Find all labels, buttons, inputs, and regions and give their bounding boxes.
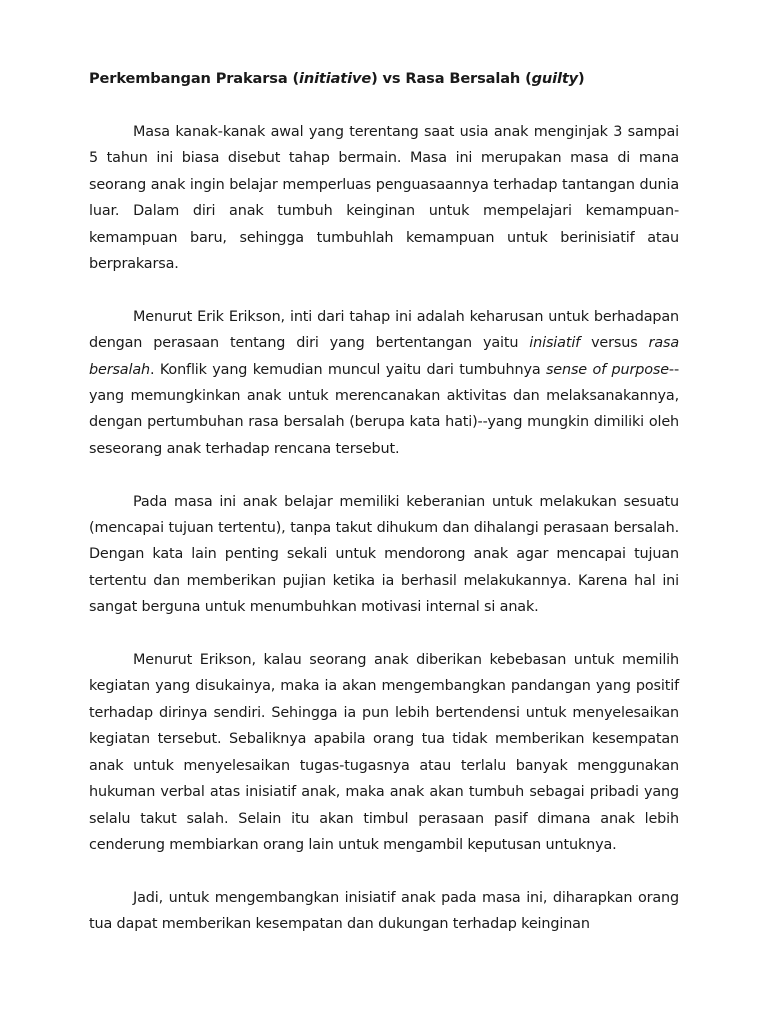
title-italic-initiative: initiative: [298, 70, 372, 87]
title-text: ): [578, 70, 585, 87]
paragraph-5: Jadi, untuk mengembangkan inisiatif anak pada masa ini, diharapkan orang tua dapat memberikan kesempatan dan dukungan terhadap keinginan: [89, 889, 679, 933]
paragraph-2: [89, 304, 679, 462]
paragraph-1: Masa kanak-kanak awal yang terentang saat usia anak menginjak 3 sampai 5 tahun ini biasa disebut tahap bermain. Masa ini merupakan masa di mana seorang anak ingin belajar memperluas penguasaannya terhadap tantangan dunia luar. Dalam diri anak tumbuh keinginan untuk mempelajari kemampuan-kemampuan baru, sehingga tumbuhlah kemampuan untuk berinisiatif atau berprakarsa.: [89, 124, 679, 273]
document-page: [89, 66, 679, 964]
italic-term-rasa-bersalah: rasa bersalah: [89, 335, 679, 378]
italic-term-inisiatif: inisiatif: [529, 335, 581, 352]
paragraph-3: Pada masa ini anak belajar memiliki keberanian untuk melakukan sesuatu (mencapai tujuan tertentu), tanpa takut dihukum dan dihalangi perasaan bersalah. Dengan kata lain penting sekali untuk mendorong anak agar mencapai tujuan tertentu dan memberikan pujian ketika ia berhasil melakukannya. Karena hal ini sangat berguna untuk menumbuhkan motivasi internal si anak.: [89, 493, 679, 616]
paragraph-text: Menurut Erik Erikson, inti dari tahap ini adalah keharusan untuk berhadapan dengan perasaan tentang diri yang bertentangan yaitu: [89, 308, 679, 352]
paragraph-text: . Konflik yang kemudian muncul yaitu dari tumbuhnya: [149, 361, 546, 378]
paragraph-text: versus: [580, 335, 649, 352]
paragraph-text: --yang memungkinkan anak untuk merencanakan aktivitas dan melaksanakannya, dengan pertumbuhan rasa bersalah (berupa kata hati)--yang mungkin dimiliki oleh seseorang anak terhadap rencana tersebut.: [89, 361, 679, 457]
document-title: [89, 66, 679, 92]
title-text: ) vs Rasa Bersalah (: [371, 70, 532, 87]
title-text: Perkembangan Prakarsa (: [89, 70, 299, 87]
paragraph-4: Menurut Erikson, kalau seorang anak diberikan kebebasan untuk memilih kegiatan yang disukainya, maka ia akan mengembangkan pandangan yang positif terhadap dirinya sendiri. Sehingga ia pun lebih bertendensi untuk menyelesaikan kegiatan tersebut. Sebaliknya apabila orang tua tidak memberikan kesempatan anak untuk menyelesaikan tugas-tugasnya atau terlalu banyak menggunakan hukuman verbal atas inisiatif anak, maka anak akan tumbuh sebagai pribadi yang selalu takut salah. Selain itu akan timbul perasaan pasif dimana anak lebih cenderung membiarkan orang lain untuk mengambil keputusan untuknya.: [89, 652, 679, 853]
title-italic-guilty: guilty: [531, 70, 579, 87]
italic-term-sense-of-purpose: sense of purpose: [545, 361, 669, 378]
